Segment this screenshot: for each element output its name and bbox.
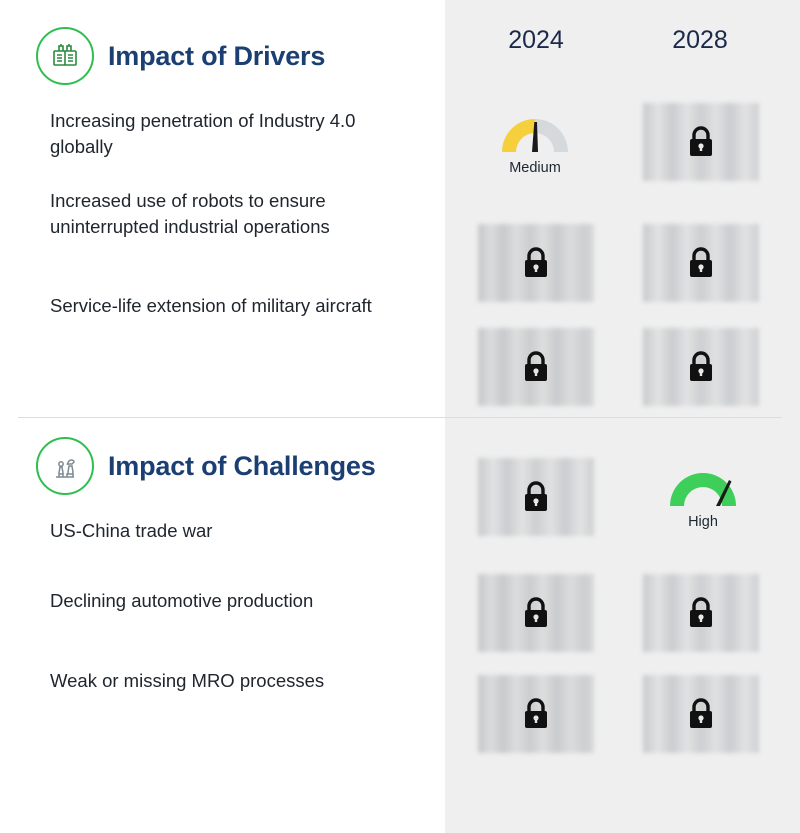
lock-icon (520, 594, 552, 632)
driver-item-1: Increased use of robots to ensure uninterrupted industrial operations (50, 190, 330, 238)
column-header-2028: 2028 (672, 26, 728, 54)
challenge-item-1: Declining automotive production (50, 590, 314, 611)
lock-icon (685, 695, 717, 733)
challenge-item-0: US-China trade war (50, 520, 213, 541)
gauge-label-medium: Medium (509, 160, 561, 176)
locked-cell-challenges-row0-2024[interactable] (478, 458, 594, 536)
locked-cell-challenges-row2-2024[interactable] (478, 675, 594, 753)
section-title-drivers: Impact of Drivers (108, 40, 326, 71)
section-header-challenges (36, 437, 376, 495)
lock-icon (520, 695, 552, 733)
locked-cell-challenges-row1-2028[interactable] (643, 574, 759, 652)
lock-icon (685, 348, 717, 386)
gauge-drivers-row0-2024 (470, 108, 600, 176)
lock-icon (685, 123, 717, 161)
driver-item-0: Increasing penetration of Industry 4.0 globally (50, 110, 356, 158)
section-header-drivers (36, 27, 325, 85)
driver-item-2: Service-life extension of military aircraft (50, 295, 372, 316)
locked-cell-drivers-row1-2028[interactable] (643, 224, 759, 302)
gauge-challenges-row0-2028 (638, 462, 768, 530)
challenge-item-2: Weak or missing MRO processes (50, 670, 325, 691)
lock-icon (520, 244, 552, 282)
locked-cell-drivers-row2-2028[interactable] (643, 328, 759, 406)
locked-cell-drivers-row0-2028[interactable] (643, 103, 759, 181)
factory-book-icon (36, 27, 94, 85)
locked-cell-drivers-row1-2024[interactable] (478, 224, 594, 302)
column-header-2024: 2024 (508, 26, 564, 54)
gauge-label-high: High (688, 514, 718, 530)
lock-icon (520, 348, 552, 386)
locked-cell-challenges-row1-2024[interactable] (478, 574, 594, 652)
lock-icon (685, 244, 717, 282)
locked-cell-challenges-row2-2028[interactable] (643, 675, 759, 753)
section-title-challenges: Impact of Challenges (108, 450, 376, 481)
chess-pieces-icon (36, 437, 94, 495)
lock-icon (685, 594, 717, 632)
locked-cell-drivers-row2-2024[interactable] (478, 328, 594, 406)
lock-icon (520, 478, 552, 516)
